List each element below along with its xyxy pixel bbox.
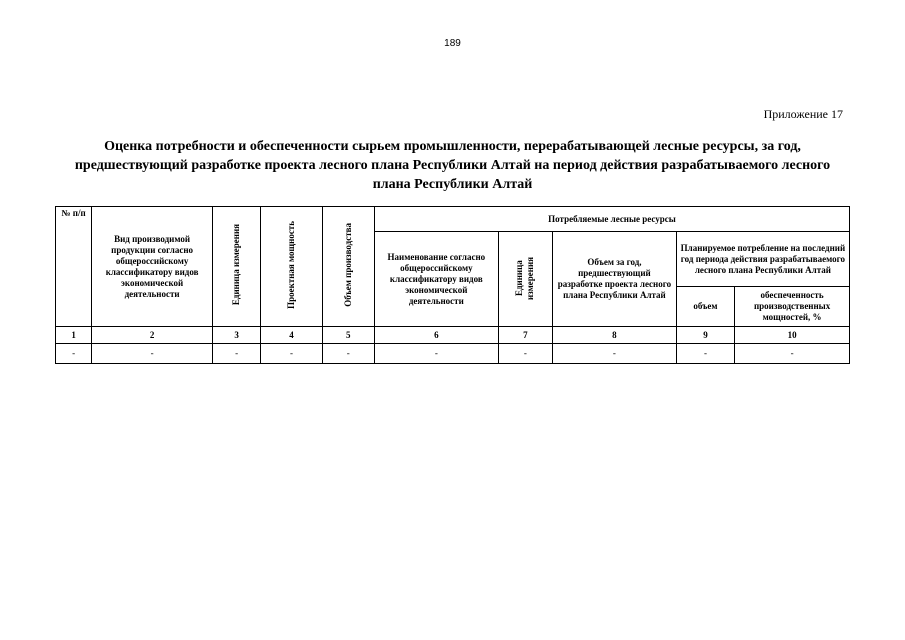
table-cell: - <box>56 344 92 364</box>
appendix-label: Приложение 17 <box>763 107 843 121</box>
header-unit-text: Единица измерения <box>231 224 242 306</box>
header-planned-supply: обеспеченность производственных мощностей, % <box>735 287 850 327</box>
header-capacity <box>261 207 322 327</box>
header-capacity-text: Проектная мощность <box>285 221 296 309</box>
column-number: 8 <box>553 327 677 344</box>
table-cell: - <box>212 344 260 364</box>
document-title: Оценка потребности и обеспеченности сырьем промышленности, перерабатывающей лесные ресурсы, за год, предшествующий разработке проекта лесного плана Республики Алтай на период действия разрабатываемого лесного плана Республики Алтай <box>74 139 831 192</box>
header-product: Вид производимой продукции согласно общероссийскому классификатору видов экономической деятельности <box>92 207 213 327</box>
table-cell: - <box>374 344 498 364</box>
column-number: 1 <box>56 327 92 344</box>
table-cell: - <box>676 344 734 364</box>
resources-table <box>55 206 850 364</box>
header-volume-text: Объем производства <box>342 223 353 307</box>
column-number: 7 <box>498 327 552 344</box>
table-cell: - <box>735 344 850 364</box>
table-cell: - <box>92 344 213 364</box>
column-number: 4 <box>261 327 322 344</box>
column-number: 9 <box>676 327 734 344</box>
header-planned-volume: объем <box>676 287 734 327</box>
column-numbers-row <box>56 327 850 344</box>
column-number: 5 <box>322 327 374 344</box>
header-unit2-text: Единица измерения <box>514 255 536 300</box>
table-cell: - <box>261 344 322 364</box>
column-number: 6 <box>374 327 498 344</box>
header-num: № п/п <box>56 207 92 327</box>
table-cell: - <box>498 344 552 364</box>
header-unit <box>212 207 260 327</box>
header-resources: Потребляемые лесные ресурсы <box>374 207 849 232</box>
table-cell: - <box>553 344 677 364</box>
column-number: 3 <box>212 327 260 344</box>
header-unit2 <box>498 232 552 327</box>
header-name: Наименование согласно общероссийскому классификатору видов экономической деятельности <box>374 232 498 327</box>
header-planned: Планируемое потребление на последний год периода действия разрабатываемого лесного плана Республики Алтай <box>676 232 849 287</box>
header-volume <box>322 207 374 327</box>
header-prev-year: Объем за год, предшествующий разработке проекта лесного плана Республики Алтай <box>553 232 677 327</box>
table-row <box>56 344 850 364</box>
page-number: 189 <box>444 38 461 49</box>
column-number: 2 <box>92 327 213 344</box>
column-number: 10 <box>735 327 850 344</box>
table-cell: - <box>322 344 374 364</box>
